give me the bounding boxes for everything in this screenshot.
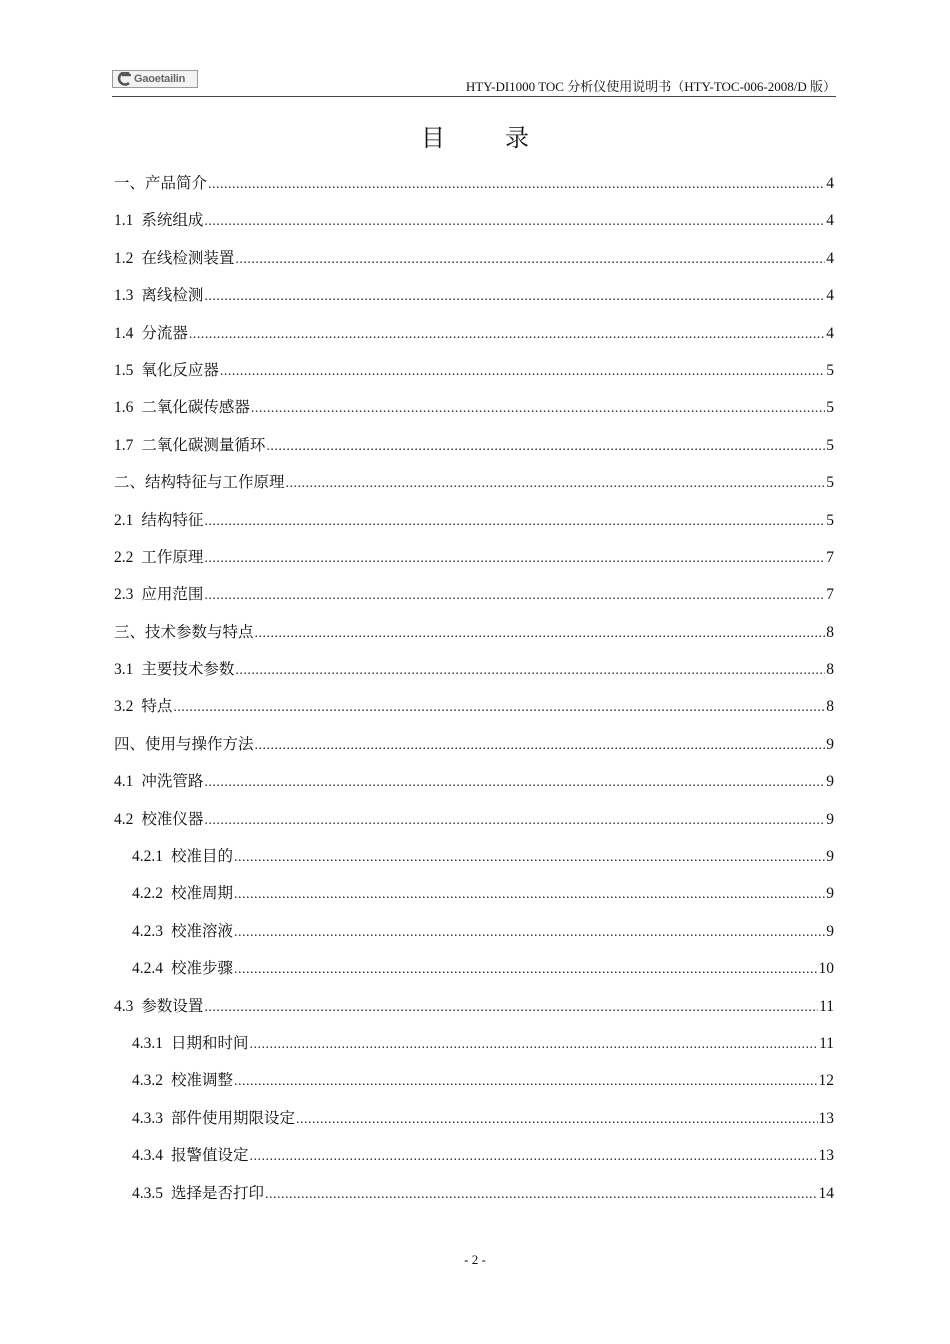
toc-entry-number: 4.2.4 [132,960,163,978]
toc-entry-page: 4 [826,324,834,342]
toc-dot-leader [250,1149,818,1165]
toc-entry-page: 5 [826,436,834,454]
toc-entry-label: 日期和时间 [171,1034,249,1052]
toc-entry-label: 冲洗管路 [141,773,204,791]
toc-dot-leader [189,327,825,343]
toc-entry[interactable] [114,1068,834,1105]
toc-dot-leader [204,214,825,230]
toc-entry-number: 4.1 [114,773,134,791]
toc-entry-number: 1.2 [114,249,134,267]
toc-entry-number: 4.3.3 [132,1109,163,1127]
toc-entry-number: 2.3 [114,586,134,604]
toc-dot-leader [204,775,825,791]
toc-dot-leader [204,1000,818,1016]
toc-entry-number: 4.2.1 [132,848,163,866]
toc-entry[interactable] [114,470,834,507]
header-divider [112,96,836,97]
toc-entry-number: 2.2 [114,548,134,566]
toc-entry-number: 1.1 [114,212,134,230]
toc-entry-page: 9 [826,848,834,866]
toc-entry-label: 校准调整 [171,1072,234,1090]
toc-entry-number: 4.2.3 [132,922,163,940]
toc-dot-leader [204,514,825,530]
toc-entry-number: 4.3 [114,997,134,1015]
toc-entry-number: 4.2 [114,810,134,828]
toc-entry-page: 11 [819,997,834,1015]
toc-entry-page: 5 [826,511,834,529]
toc-dot-leader [234,925,825,941]
toc-entry-number: 1.3 [114,287,134,305]
toc-entry-label: 校准步骤 [171,960,234,978]
logo-text: Gaoetailin [134,73,186,85]
toc-dot-leader [220,364,825,380]
toc-entry-page: 8 [826,698,834,716]
toc-entry[interactable] [114,694,834,731]
toc-entry-label: 二氧化碳传感器 [141,399,250,417]
toc-entry-page: 8 [826,623,834,641]
toc-entry-label: 选择是否打印 [171,1184,265,1202]
toc-entry-page: 5 [826,399,834,417]
toc-entry-label: 氧化反应器 [141,361,219,379]
toc-entry[interactable] [114,582,834,619]
toc-entry-label: 校准溶液 [171,922,234,940]
toc-entry-label: 应用范围 [141,586,204,604]
toc-entry-page: 12 [818,1072,834,1090]
toc-entry-label: 主要技术参数 [141,661,235,679]
toc-entry-label: 分流器 [141,324,188,342]
toc-dot-leader [204,551,825,567]
company-logo [112,70,198,88]
toc-entry[interactable] [114,171,834,208]
toc-dot-leader [208,177,825,193]
toc-entry[interactable] [114,919,834,956]
toc-dot-leader [234,962,817,978]
toc-entry-number: 4.3.4 [132,1147,163,1165]
toc-entry-page: 10 [818,960,834,978]
toc-entry[interactable] [114,657,834,694]
toc-entry-label: 特点 [141,698,173,716]
toc-entry-page: 9 [826,773,834,791]
toc-entry[interactable] [114,1143,834,1180]
toc-dot-leader [266,439,825,455]
toc-entry-label: 结构特征 [141,511,204,529]
toc-entry-page: 13 [818,1109,834,1127]
toc-heading: 目录 [421,126,589,152]
toc-entry-number: 1.4 [114,324,134,342]
toc-entry[interactable] [114,1106,834,1143]
toc-entry[interactable] [114,620,834,657]
toc-entry-label: 三、技术参数与特点 [114,623,254,641]
toc-entry-page: 4 [826,175,834,192]
toc-entry[interactable] [114,732,834,769]
toc-entry-number: 1.5 [114,361,134,379]
toc-entry-label: 校准目的 [171,848,234,866]
toc-entry-label: 报警值设定 [171,1147,249,1165]
toc-entry-page: 11 [819,1034,834,1052]
toc-entry[interactable] [114,545,834,582]
toc-dot-leader [235,663,825,679]
toc-entry-page: 4 [826,287,834,305]
toc-dot-leader [204,813,825,829]
toc-entry[interactable] [114,321,834,358]
toc-entry-label: 工作原理 [141,548,204,566]
toc-entry-page: 7 [826,548,834,566]
toc-entry[interactable] [114,283,834,320]
toc-dot-leader [265,1187,817,1203]
toc-entry-number: 4.3.5 [132,1184,163,1202]
toc-entry-number: 1.7 [114,436,134,454]
toc-entry-label: 二氧化碳测量循环 [141,436,266,454]
table-of-contents [114,171,834,1218]
toc-entry-number: 4.2.2 [132,885,163,903]
toc-entry-page: 9 [826,810,834,828]
toc-dot-leader [234,887,825,903]
toc-entry-page: 5 [826,474,834,492]
toc-entry-number: 1.6 [114,399,134,417]
toc-entry-number: 4.3.2 [132,1072,163,1090]
toc-entry[interactable] [114,358,834,395]
toc-entry-page: 4 [826,212,834,230]
toc-entry-label: 离线检测 [141,287,204,305]
toc-entry-page: 9 [826,922,834,940]
toc-entry[interactable] [114,881,834,918]
toc-entry-page: 8 [826,661,834,679]
toc-entry[interactable] [114,1031,834,1068]
toc-entry[interactable] [114,508,834,545]
toc-entry-page: 5 [826,361,834,379]
toc-entry[interactable] [114,807,834,844]
toc-entry-number: 3.1 [114,661,134,679]
toc-entry-label: 系统组成 [141,212,204,230]
toc-entry-label: 在线检测装置 [141,249,235,267]
page-number: - 2 - [464,1252,486,1267]
toc-entry-page: 14 [818,1184,834,1202]
toc-dot-leader [204,588,825,604]
toc-entry-number: 4.3.1 [132,1034,163,1052]
toc-entry-page: 7 [826,586,834,604]
logo-mark-icon [116,72,132,86]
toc-entry-page: 9 [826,735,834,753]
toc-entry[interactable] [114,433,834,470]
toc-dot-leader [255,626,826,642]
toc-entry-number: 2.1 [114,511,134,529]
toc-entry-page: 4 [826,249,834,267]
toc-entry[interactable] [114,208,834,245]
toc-dot-leader [286,476,826,492]
toc-entry[interactable] [114,994,834,1031]
toc-entry-label: 四、使用与操作方法 [114,735,254,753]
toc-entry-label: 校准仪器 [141,810,204,828]
toc-entry-page: 9 [826,885,834,903]
toc-dot-leader [173,700,825,716]
toc-entry-number: 3.2 [114,698,134,716]
toc-dot-leader [234,850,825,866]
toc-entry-page: 13 [818,1147,834,1165]
toc-dot-leader [234,1074,817,1090]
toc-dot-leader [255,738,826,754]
toc-entry[interactable] [114,1181,834,1218]
toc-dot-leader [204,289,825,305]
toc-entry[interactable] [114,769,834,806]
document-title: HTY-DI1000 TOC 分析仪使用说明书（HTY-TOC-006-2008/D 版） [465,79,836,94]
toc-entry[interactable] [114,395,834,432]
toc-dot-leader [235,252,825,268]
toc-entry-label: 一、产品简介 [114,175,208,192]
toc-entry-label: 部件使用期限设定 [171,1109,296,1127]
toc-entry-label: 参数设置 [141,997,204,1015]
toc-entry-label: 二、结构特征与工作原理 [114,474,285,492]
toc-dot-leader [251,401,825,417]
toc-entry[interactable] [114,844,834,881]
toc-entry[interactable] [114,246,834,283]
toc-dot-leader [296,1112,817,1128]
toc-entry[interactable] [114,956,834,993]
toc-dot-leader [250,1037,819,1053]
toc-entry-label: 校准周期 [171,885,234,903]
